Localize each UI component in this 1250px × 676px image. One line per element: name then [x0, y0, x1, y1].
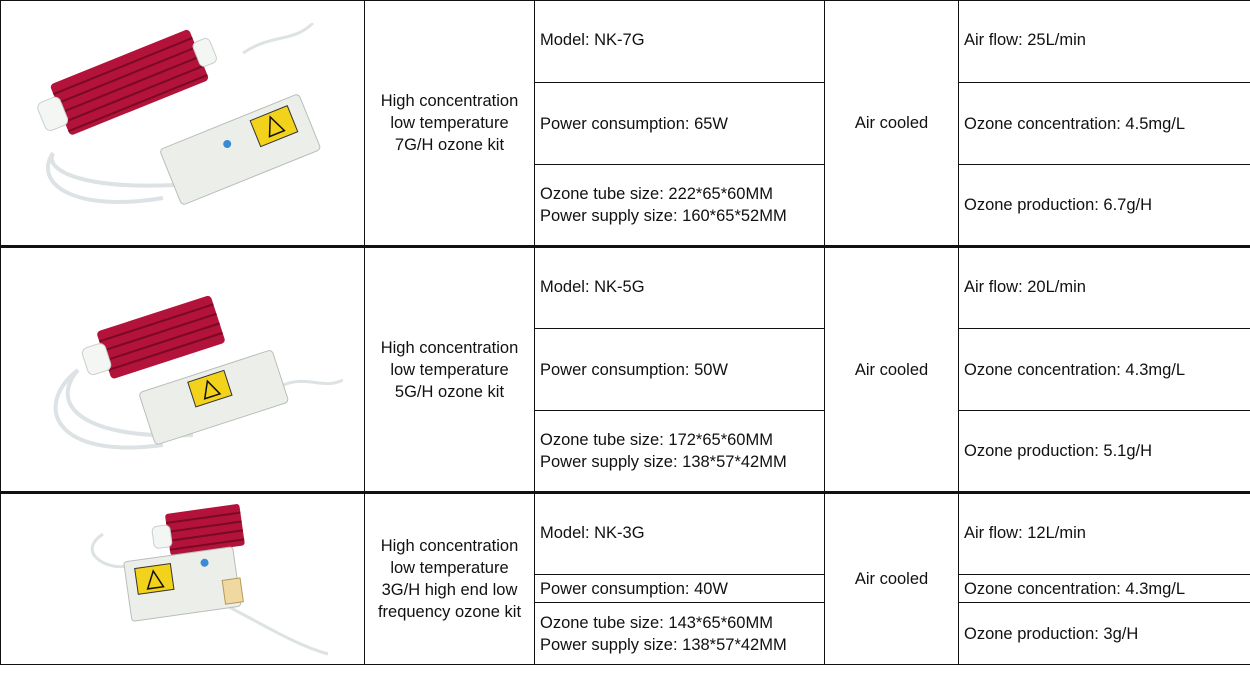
cooling-cell: Air cooled [825, 493, 959, 665]
concentration-cell: Ozone concentration: 4.3mg/L [959, 575, 1250, 603]
size-cell: Ozone tube size: 222*65*60MM Power supply size: 160*65*52MM [535, 165, 825, 247]
ozone-kit-7g-image [33, 23, 333, 223]
production-cell: Ozone production: 6.7g/H [959, 165, 1250, 247]
concentration-cell: Ozone concentration: 4.5mg/L [959, 83, 1250, 165]
air-flow-cell: Air flow: 25L/min [959, 1, 1250, 83]
model-cell: Model: NK-7G [535, 1, 825, 83]
product-name: High concentration low temperature 7G/H ozone kit [365, 1, 535, 247]
product-image-cell [1, 247, 365, 493]
table-row [1, 1, 1250, 83]
size-cell: Ozone tube size: 172*65*60MM Power supply size: 138*57*42MM [535, 411, 825, 493]
production-cell: Ozone production: 5.1g/H [959, 411, 1250, 493]
product-name: High concentration low temperature 3G/H high end low frequency ozone kit [365, 493, 535, 665]
ozone-kit-5g-image [23, 275, 343, 465]
table-row [1, 247, 1250, 329]
cooling-cell: Air cooled [825, 1, 959, 247]
size-cell: Ozone tube size: 143*65*60MM Power supply size: 138*57*42MM [535, 603, 825, 665]
production-cell: Ozone production: 3g/H [959, 603, 1250, 665]
power-cell: Power consumption: 65W [535, 83, 825, 165]
product-name: High concentration low temperature 5G/H ozone kit [365, 247, 535, 493]
product-image-cell [1, 493, 365, 665]
concentration-cell: Ozone concentration: 4.3mg/L [959, 329, 1250, 411]
ozone-kit-3g-image [33, 494, 333, 664]
air-flow-cell: Air flow: 20L/min [959, 247, 1250, 329]
power-cell: Power consumption: 40W [535, 575, 825, 603]
model-cell: Model: NK-5G [535, 247, 825, 329]
air-flow-cell: Air flow: 12L/min [959, 493, 1250, 575]
power-cell: Power consumption: 50W [535, 329, 825, 411]
product-image-cell [1, 1, 365, 247]
cooling-cell: Air cooled [825, 247, 959, 493]
table-row [1, 493, 1250, 575]
model-cell: Model: NK-3G [535, 493, 825, 575]
